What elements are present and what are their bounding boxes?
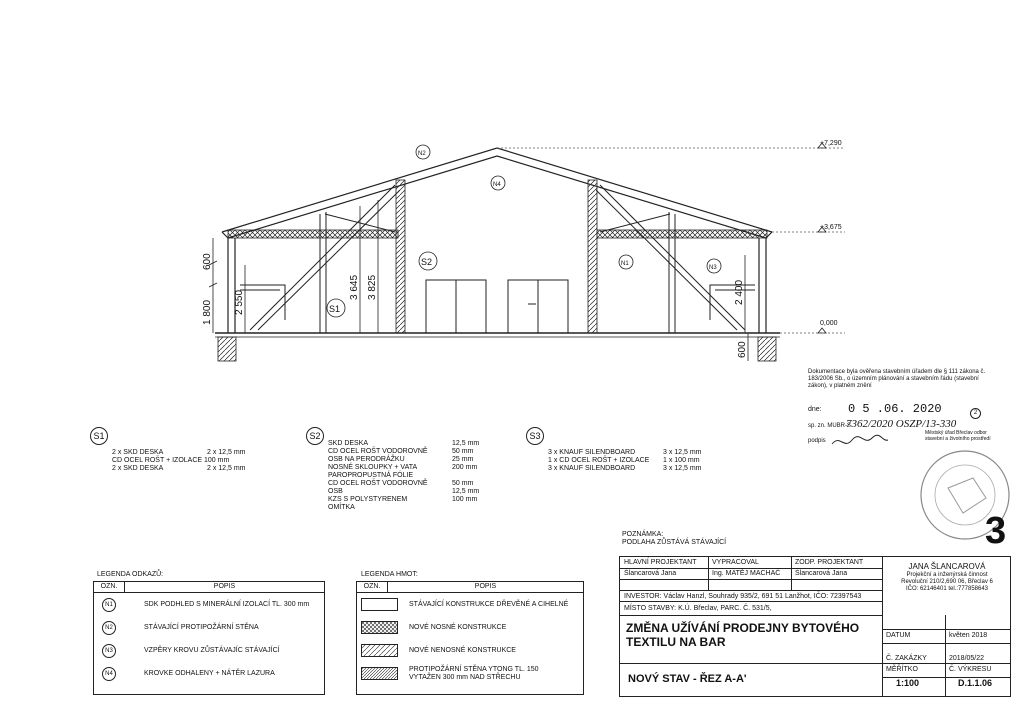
legend-hmot-title: LEGENDA HMOT: [361, 571, 418, 578]
spec-s3: 3 x KNAUF SILENDBOARD 3 x 12,5 mm 1 x CD OCEL ROŠT + IZOLACE 1 x 100 mm 3 x KNAUF SILENDBOARD 3 x 12,5 mm [548, 449, 702, 472]
spec-s2: SKD DESKA 12,5 mm CD OCEL ROŠT VODOROVNĚ 50 mm OSB NA PERODRÁŽKU 25 mm NOSNÉ SKLOUPKY + VATA 200 mm PAROPROPUSTNÁ FÓLIE CD OCEL ROŠT VODOROVNĚ 50 mm OSB 12,5 mm KZS S POLYSTYRENEM 100 mm OMÍTKA [328, 440, 480, 511]
tb-firm-name: JANA ŠLANCAROVÁ [908, 562, 986, 571]
dim-600-right: 600 [737, 341, 748, 358]
dim-600-left: 600 [202, 253, 213, 270]
legend-odkazu: OZN. POPIS N1 SDK PODHLED S MINERÁLNÍ IZOLACÍ TL. 300 mm N2 STÁVAJÍCÍ PROTIPOŽÁRNÍ STĚNA N3 VZPĚRY KROVU ZŮSTÁVAJÍC STÁVAJÍCÍ N4 KROVKE ODHALENY + NÁTĚR LAZURA [93, 581, 325, 695]
swatch-existing [361, 598, 401, 612]
tb-hlavni: Šlancarová Jana [624, 570, 677, 577]
spec-s2-marker: S2 [306, 427, 324, 445]
doors-right [508, 280, 568, 333]
level-ridge: +7,290 [820, 140, 842, 147]
tb-firm-line3: IČO: 62146401 tel.:777858643 [905, 586, 989, 592]
tb-misto: MÍSTO STAVBY: K.Ú. Břeclav, PARC. Č. 531/5, [624, 605, 772, 612]
verification-circle: 2 [970, 408, 981, 419]
fire-wall-right [588, 180, 597, 333]
swatch-new-nonload [361, 644, 401, 658]
tb-hlavni-label: HLAVNÍ PROJEKTANT [624, 559, 697, 566]
ceiling-left [228, 230, 398, 238]
marker-n1: N1 [621, 261, 629, 267]
ceiling-right [597, 230, 767, 238]
verification-sign-label: podpis [808, 438, 826, 444]
marker-s2: S2 [421, 257, 433, 267]
tb-zakazky: 2018/05/22 [949, 655, 985, 662]
stamp-number: 3 [985, 510, 1007, 552]
verification-text: Dokumentace byla ověřena stavebním úřadem dle § 111 zákona č. 183/2006 Sb., o územním plánování a stavebním řádu (stavební zákon), v platném znění [808, 369, 986, 389]
swatch-fire-wall [361, 667, 401, 681]
tb-project-title: ZMĚNA UŽÍVÁNÍ PRODEJNY BYTOVÉHO TEXTILU NA BAR [626, 621, 860, 649]
dim-3825: 3 825 [367, 274, 378, 300]
tb-zakazky-label: Č. ZAKÁZKY [886, 655, 927, 662]
doors-left [426, 280, 486, 333]
title-block [619, 556, 1011, 697]
tb-vypracoval: Ing. MATĚJ MACHAČ [712, 570, 781, 577]
spec-s1-marker: S1 [90, 427, 108, 445]
note-text: PODLAHA ZŮSTÁVÁ STÁVAJÍCÍ [622, 539, 727, 546]
legend-odkazu-title: LEGENDA ODKAZŮ: [97, 571, 164, 578]
verification-office: Městský úřad Břeclav odbor stavební a životního prostředí [925, 430, 991, 442]
swatch-new-load [361, 621, 401, 635]
dim-3645: 3 645 [349, 274, 360, 300]
level-eave: +3,675 [820, 224, 842, 231]
verification-ref-label: sp. zn. MUBR-S [808, 423, 852, 429]
verification-ref: 7362/2020 OSZP/13-330 [846, 418, 957, 430]
signature [830, 432, 890, 452]
tb-investor: INVESTOR: Václav Hanzl, Souhrady 935/2, 691 51 Lanžhot, IČO: 72397543 [624, 593, 862, 600]
roof [222, 148, 772, 238]
tb-drawing-title: NOVÝ STAV - ŘEZ A-A' [628, 673, 747, 685]
marker-s1: S1 [329, 304, 341, 314]
marker-n2: N2 [418, 151, 426, 157]
tb-firm-line1: Projekční a inženýrská činnost [906, 572, 988, 578]
tb-datum: květen 2018 [949, 632, 988, 639]
tb-vypracoval-label: VYPRACOVAL [712, 559, 759, 566]
marker-n3: N3 [709, 265, 717, 271]
tb-zodp: Šlancarová Jana [795, 570, 848, 577]
legend-hmot: OZN. POPIS STÁVAJÍCÍ KONSTRUKCE DŘEVĚNÉ A CIHELNÉ NOVÉ NOSNÉ KONSTRUKCE NOVÉ NENOSNÉ KONSTRUKCE PROTIPOŽÁRNÍ STĚNA YTONG TL. 150 VYTAŽEN 300 mm NAD STŘECHU [356, 581, 584, 695]
marker-n4: N4 [493, 182, 501, 188]
spec-s1: 2 x SKD DESKA 2 x 12,5 mm CD OCEL ROŠT + IZOLACE 100 mm 2 x SKD DESKA 2 x 12,5 mm [112, 449, 246, 472]
note-title: POZNÁMKA: [622, 531, 664, 538]
spec-s3-marker: S3 [526, 427, 544, 445]
verification-date-label: dne: [808, 406, 822, 413]
tb-meritko-label: MĚŘÍTKO [886, 666, 918, 673]
tb-vykres: D.1.1.06 [958, 678, 993, 688]
dim-2550: 2 550 [234, 289, 245, 315]
dim-2400: 2 400 [734, 279, 745, 305]
verification-date: 0 5 .06. 2020 [848, 402, 942, 416]
tb-datum-label: DATUM [886, 632, 911, 639]
fire-wall-left [396, 180, 405, 333]
dim-1800: 1 800 [202, 299, 213, 325]
tb-firm-line2: Revoluční 210/2,690 06, Břeclav 6 [901, 579, 993, 585]
tb-vykres-label: Č. VÝKRESU [949, 666, 992, 673]
tb-zodp-label: ZODP. PROJEKTANT [795, 559, 864, 566]
tb-meritko: 1:100 [896, 678, 920, 688]
level-floor: 0,000 [820, 320, 838, 327]
